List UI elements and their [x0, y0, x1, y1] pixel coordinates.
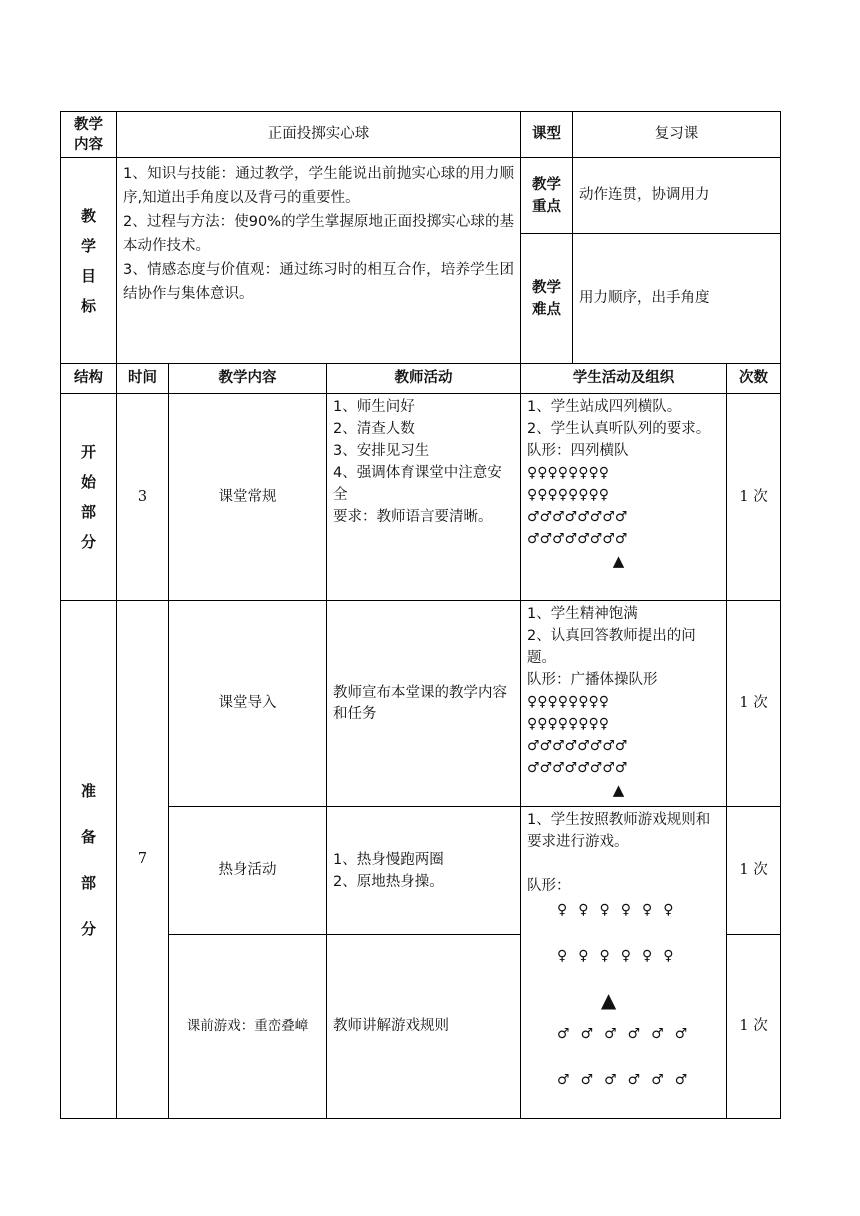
- content-value: 正面投掷实心球: [117, 112, 521, 158]
- col-teacher: 教师活动: [327, 364, 521, 394]
- game-row-female: ♀♀♀♀♀♀: [557, 948, 685, 964]
- game-row-male: ♂♂♂♂♂♂: [557, 1072, 699, 1088]
- formation-row-male: ♂♂♂♂♂♂♂♂: [527, 509, 628, 525]
- objective-item: 3、情感态度与价值观：通过练习时的相互合作，培养学生团结协作与集体意识。: [123, 262, 515, 302]
- formation-row-female: ♀♀♀♀♀♀♀♀: [527, 694, 610, 710]
- col-student: 学生活动及组织: [521, 364, 727, 394]
- difficulty-value: 用力顺序，出手角度: [573, 234, 781, 364]
- objectives-list: [117, 158, 521, 364]
- lesson-table: [60, 111, 781, 1119]
- start-student: 1、学生站成四列横队。 2、学生认真听队列的要求。 队形：四列横队 ♀♀♀♀♀♀♀♀ ♀♀♀♀♀♀♀♀ ♂♂♂♂♂♂♂♂ ♂♂♂♂♂♂♂♂ ▲: [521, 394, 727, 601]
- start-section-name: 开始部分: [61, 394, 117, 601]
- type-value: 复习课: [573, 112, 781, 158]
- content-label: 教学内容: [61, 112, 117, 158]
- warmup-game-student: 1、学生按照教师游戏规则和要求进行游戏。 队形： ♀♀♀♀♀♀ ♀♀♀♀♀♀ ▲ ♂♂♂♂♂♂ ♂♂♂♂♂♂: [521, 807, 727, 1119]
- formation-row-female: ♀♀♀♀♀♀♀♀: [527, 465, 610, 481]
- objective-item: 1、知识与技能：通过教学，学生能说出前抛实心球的用力顺序,知道出手角度以及背弓的重要性。: [123, 166, 515, 206]
- formation-row-female: ♀♀♀♀♀♀♀♀: [527, 716, 610, 732]
- key-value: 动作连贯，协调用力: [573, 158, 781, 234]
- intro-teacher: 教师宣布本堂课的教学内容和任务: [327, 601, 521, 807]
- game-row-male: ♂♂♂♂♂♂: [557, 1026, 699, 1042]
- lesson-plan: [60, 111, 780, 1119]
- prep-section-name: 准备部分: [61, 601, 117, 1119]
- col-count: 次数: [727, 364, 781, 394]
- warmup-count: 1 次: [727, 807, 781, 935]
- warmup-content: 热身活动: [169, 807, 327, 935]
- objectives-label: 教学目标: [61, 158, 117, 364]
- prep-time: 7: [117, 601, 169, 1119]
- intro-count: 1 次: [727, 601, 781, 807]
- start-teacher: 1、师生问好 2、清查人数 3、安排见习生 4、强调体育课堂中注意安全 要求：教师语言要清晰。: [327, 394, 521, 601]
- formation-row-male: ♂♂♂♂♂♂♂♂: [527, 760, 628, 776]
- teacher-mark: ▲: [612, 781, 625, 799]
- teacher-mark: ▲: [600, 988, 617, 1012]
- objectives-row: [61, 158, 781, 234]
- prep-warmup-row: [61, 807, 781, 935]
- formation-row-male: ♂♂♂♂♂♂♂♂: [527, 531, 628, 547]
- start-content: 课堂常规: [169, 394, 327, 601]
- header-row: [61, 112, 781, 158]
- type-label: 课型: [521, 112, 573, 158]
- game-count: 1 次: [727, 935, 781, 1119]
- warmup-teacher: 1、热身慢跑两圈 2、原地热身操。: [327, 807, 521, 935]
- game-teacher: 教师讲解游戏规则: [327, 935, 521, 1119]
- game-row-female: ♀♀♀♀♀♀: [557, 902, 685, 918]
- formation-row-female: ♀♀♀♀♀♀♀♀: [527, 487, 610, 503]
- start-count: 1 次: [727, 394, 781, 601]
- col-time: 时间: [117, 364, 169, 394]
- col-structure: 结构: [61, 364, 117, 394]
- teacher-mark: ▲: [612, 552, 625, 570]
- prep-intro-row: [61, 601, 781, 807]
- start-time: 3: [117, 394, 169, 601]
- formation-label: 队形：: [527, 878, 571, 894]
- formation-row-male: ♂♂♂♂♂♂♂♂: [527, 738, 628, 754]
- column-header-row: [61, 364, 781, 394]
- key-label: 教学重点: [521, 158, 573, 234]
- start-section-row: [61, 394, 781, 601]
- intro-student: 1、学生精神饱满 2、认真回答教师提出的问题。 队形：广播体操队形 ♀♀♀♀♀♀♀♀ ♀♀♀♀♀♀♀♀ ♂♂♂♂♂♂♂♂ ♂♂♂♂♂♂♂♂ ▲: [521, 601, 727, 807]
- intro-content: 课堂导入: [169, 601, 327, 807]
- difficulty-label: 教学难点: [521, 234, 573, 364]
- objective-item: 2、过程与方法：使90%的学生掌握原地正面投掷实心球的基本动作技术。: [123, 214, 515, 254]
- game-content: 课前游戏：重峦叠嶂: [169, 935, 327, 1119]
- col-content: 教学内容: [169, 364, 327, 394]
